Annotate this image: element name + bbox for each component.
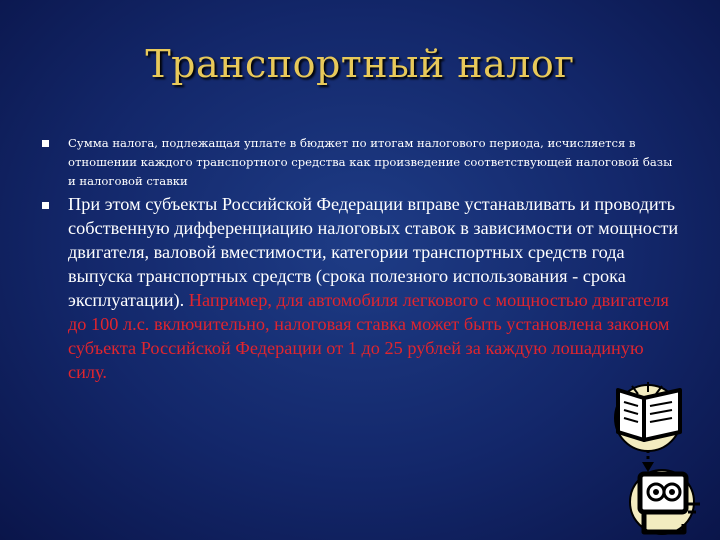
computer-icon [630, 470, 700, 534]
square-bullet-icon [42, 140, 49, 147]
list-item [42, 134, 682, 191]
bullet-text: Сумма налога, подлежащая уплате в бюджет по итогам налогового периода, исчисляется в отношении каждого транспортного средства как произведение соответствующей налоговой базы и налоговой ставки [68, 136, 673, 188]
list-item [42, 192, 682, 384]
bullet-text-main: При этом субъекты Российской Федерации вправе устанавливать и проводить собственную дифференциацию налоговых ставок в зависимости от мощности двигателя, валовой вместимости, категории транспортных средств года выпуска транспортных средств (срока полезного использования - срока эксплуатации). [68, 194, 679, 310]
slide-title: Транспортный налог [145, 42, 575, 86]
bullet-text [68, 192, 682, 384]
clipart [604, 376, 714, 536]
highlighted-example: Например, для автомобиля легкового с мощностью двигателя до 100 л.с. включительно, налоговая ставка может быть установлена законом субъекта Российской Федерации от 1 до 25 рублей за каждую лошадиную силу. [68, 290, 670, 382]
square-bullet-icon [42, 202, 49, 209]
arrow-down-icon [642, 450, 654, 472]
book-icon [615, 382, 681, 451]
